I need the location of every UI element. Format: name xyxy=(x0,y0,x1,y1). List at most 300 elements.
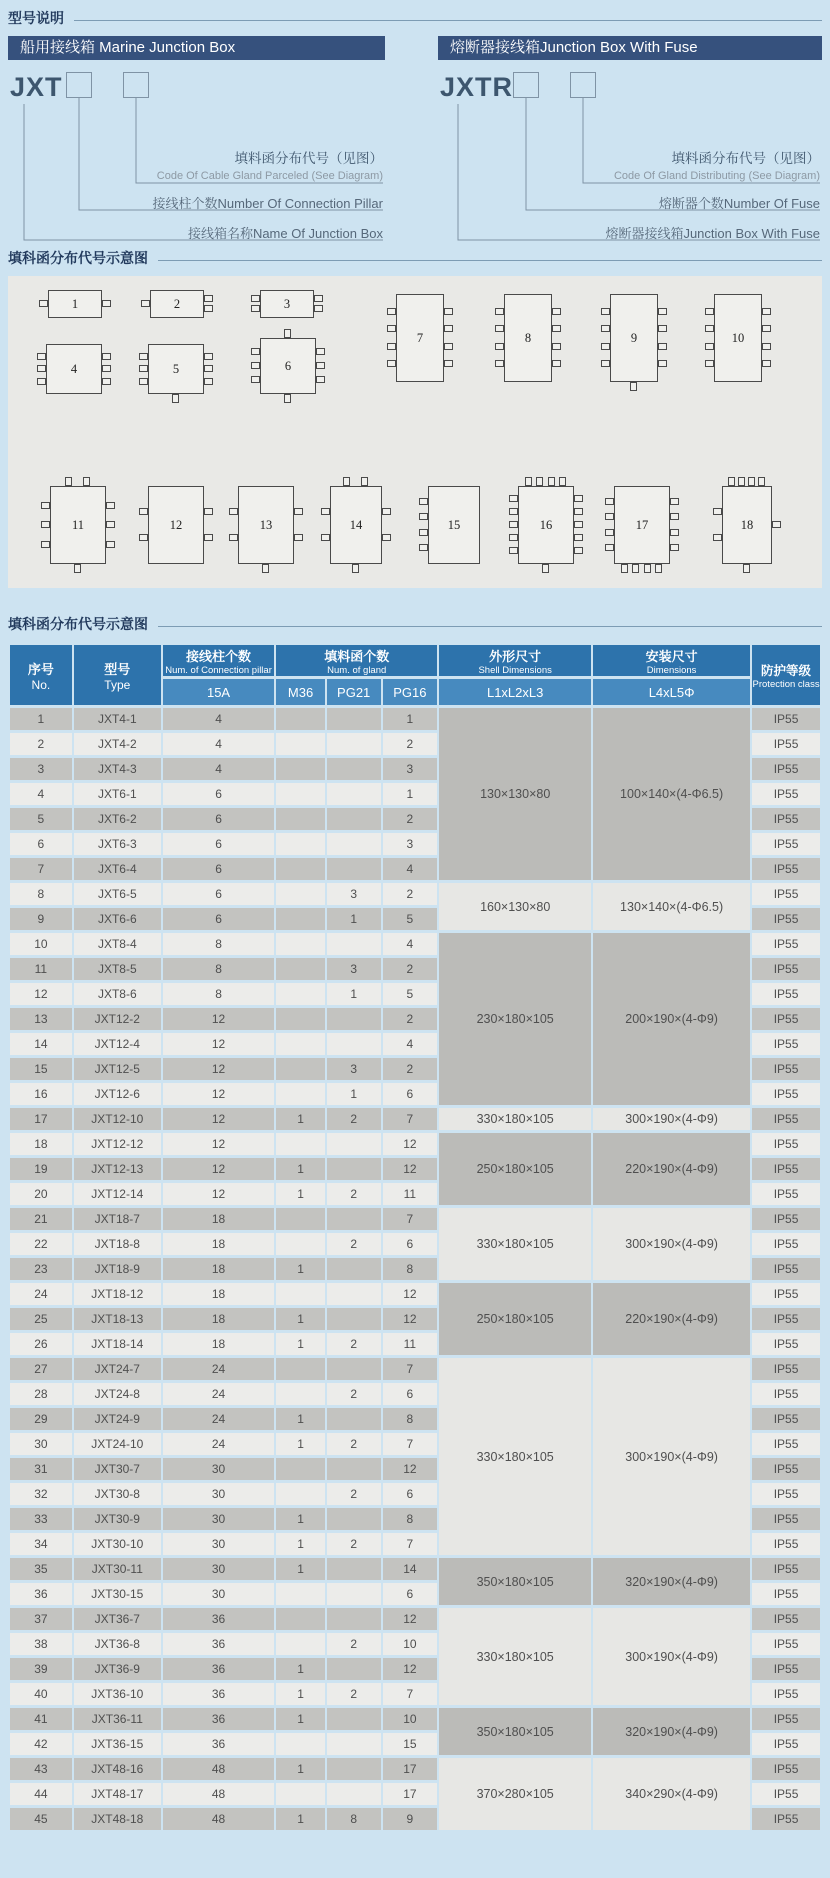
cell-protection: IP55 xyxy=(752,1133,820,1155)
cell-protection: IP55 xyxy=(752,958,820,980)
gland-stub xyxy=(316,362,325,369)
jxt-code-box-2 xyxy=(123,72,149,98)
gland-code-label-zh: 填料函分布代号（见图） xyxy=(234,151,383,166)
cell-no: 26 xyxy=(10,1333,72,1355)
cell-pg21: 8 xyxy=(327,1808,381,1830)
cell-pg21 xyxy=(327,783,381,805)
cell-protection: IP55 xyxy=(752,1008,820,1030)
cell-pg16: 7 xyxy=(383,1683,438,1705)
cell-no: 37 xyxy=(10,1608,72,1630)
cell-no: 24 xyxy=(10,1283,72,1305)
cell-pg21: 3 xyxy=(327,883,381,905)
cell-type: JXT12-2 xyxy=(74,1008,161,1030)
gland-stub xyxy=(552,360,561,367)
cell-m36 xyxy=(276,1383,325,1405)
cell-pg21: 1 xyxy=(327,908,381,930)
cell-type: JXT18-14 xyxy=(74,1333,161,1355)
gland-stub xyxy=(141,300,150,307)
cell-pg21 xyxy=(327,1658,381,1680)
gland-layout-diagram-8 xyxy=(504,294,552,382)
cell-mount-dim: 220×190×(4-Φ9) xyxy=(593,1133,750,1205)
gland-stub xyxy=(574,521,583,528)
gland-stub xyxy=(509,521,518,528)
cell-protection: IP55 xyxy=(752,1283,820,1305)
gland-stub xyxy=(172,394,179,403)
gland-stub xyxy=(444,360,453,367)
cell-type: JXT36-11 xyxy=(74,1708,161,1730)
jxtr-code-text: JXTR xyxy=(440,72,514,102)
cell-pg21 xyxy=(327,1708,381,1730)
cell-m36 xyxy=(276,783,325,805)
gland-stub xyxy=(314,295,323,302)
cell-protection: IP55 xyxy=(752,1033,820,1055)
cell-no: 29 xyxy=(10,1408,72,1430)
cell-pg16: 12 xyxy=(383,1458,438,1480)
jxtr-model-code-diagram xyxy=(438,60,822,245)
cell-mount-dim: 320×190×(4-Φ9) xyxy=(593,1558,750,1605)
gland-stub xyxy=(601,308,610,315)
cell-no: 45 xyxy=(10,1808,72,1830)
gland-stub xyxy=(658,343,667,350)
gland-stub xyxy=(509,547,518,554)
cell-m36 xyxy=(276,1483,325,1505)
cell-no: 21 xyxy=(10,1208,72,1230)
diagram-number: 16 xyxy=(539,517,553,532)
cell-15a: 18 xyxy=(163,1283,274,1305)
cell-protection: IP55 xyxy=(752,733,820,755)
cell-no: 35 xyxy=(10,1558,72,1580)
cell-mount-dim: 340×290×(4-Φ9) xyxy=(593,1758,750,1830)
gland-stub xyxy=(762,308,771,315)
fuse-count-label: 熔断器个数Number Of Fuse xyxy=(658,196,820,211)
gland-stub xyxy=(251,348,260,355)
cell-m36: 1 xyxy=(276,1758,325,1780)
jxt-code-text: JXT xyxy=(10,72,63,102)
gland-stub xyxy=(548,477,555,486)
subheader-15a: 15A xyxy=(163,679,274,705)
cell-no: 28 xyxy=(10,1383,72,1405)
cell-pg21 xyxy=(327,1608,381,1630)
gland-stub xyxy=(419,544,428,551)
cell-type: JXT24-10 xyxy=(74,1433,161,1455)
cell-pg21: 2 xyxy=(327,1233,381,1255)
cell-pg21 xyxy=(327,1308,381,1330)
gland-stub xyxy=(102,378,111,385)
cell-type: JXT18-9 xyxy=(74,1258,161,1280)
gland-stub xyxy=(139,378,148,385)
section-title-text: 填科函分布代号示意图 xyxy=(8,250,148,266)
gland-layout-diagram-4 xyxy=(46,344,102,394)
cell-protection: IP55 xyxy=(752,1408,820,1430)
cell-pg16: 11 xyxy=(383,1183,438,1205)
cell-15a: 30 xyxy=(163,1533,274,1555)
cell-m36 xyxy=(276,1033,325,1055)
cell-pg21 xyxy=(327,1783,381,1805)
cell-shell-dim: 330×180×105 xyxy=(439,1608,591,1705)
cell-no: 31 xyxy=(10,1458,72,1480)
cell-pg16: 15 xyxy=(383,1733,438,1755)
cell-m36 xyxy=(276,1283,325,1305)
table-row xyxy=(10,933,820,955)
title-rule xyxy=(158,626,822,627)
gland-stub xyxy=(41,521,50,528)
cell-15a: 36 xyxy=(163,1658,274,1680)
cell-pg16: 2 xyxy=(383,1058,438,1080)
subheader-m36: M36 xyxy=(276,679,325,705)
gland-stub xyxy=(495,343,504,350)
gland-stub xyxy=(444,343,453,350)
cell-pg21: 3 xyxy=(327,958,381,980)
cell-protection: IP55 xyxy=(752,1758,820,1780)
cell-type: JXT12-6 xyxy=(74,1083,161,1105)
cell-m36 xyxy=(276,708,325,730)
gland-stub xyxy=(382,508,391,515)
cell-pg16: 7 xyxy=(383,1533,438,1555)
cell-pg21: 2 xyxy=(327,1108,381,1130)
table-row xyxy=(10,1133,820,1155)
cell-type: JXT36-7 xyxy=(74,1608,161,1630)
cell-protection: IP55 xyxy=(752,1208,820,1230)
cell-shell-dim: 230×180×105 xyxy=(439,933,591,1105)
cell-pg21: 2 xyxy=(327,1683,381,1705)
cell-pg16: 7 xyxy=(383,1108,438,1130)
cell-protection: IP55 xyxy=(752,1483,820,1505)
cell-type: JXT30-8 xyxy=(74,1483,161,1505)
gland-stub xyxy=(419,513,428,520)
cell-type: JXT18-13 xyxy=(74,1308,161,1330)
gland-stub xyxy=(102,365,111,372)
cell-type: JXT12-14 xyxy=(74,1183,161,1205)
cell-15a: 30 xyxy=(163,1458,274,1480)
cell-pg21: 3 xyxy=(327,1058,381,1080)
cell-type: JXT30-15 xyxy=(74,1583,161,1605)
subheader-l1l2l3: L1xL2xL3 xyxy=(439,679,591,705)
cell-15a: 18 xyxy=(163,1333,274,1355)
diagram-section-title xyxy=(8,248,822,268)
cell-m36 xyxy=(276,908,325,930)
gland-stub xyxy=(670,529,679,536)
diagram-number: 5 xyxy=(172,361,180,376)
gland-stub xyxy=(316,348,325,355)
gland-stub xyxy=(670,513,679,520)
cell-m36: 1 xyxy=(276,1708,325,1730)
gland-stub xyxy=(762,343,771,350)
cell-shell-dim: 250×180×105 xyxy=(439,1283,591,1355)
cell-pg21 xyxy=(327,1558,381,1580)
cell-pg16: 8 xyxy=(383,1508,438,1530)
cell-15a: 12 xyxy=(163,1133,274,1155)
cell-mount-dim: 100×140×(4-Φ6.5) xyxy=(593,708,750,880)
cell-no: 39 xyxy=(10,1658,72,1680)
cell-15a: 8 xyxy=(163,933,274,955)
gland-stub xyxy=(39,300,48,307)
cell-pg16: 17 xyxy=(383,1758,438,1780)
cell-protection: IP55 xyxy=(752,1158,820,1180)
cell-m36 xyxy=(276,1783,325,1805)
gland-layout-diagram-3 xyxy=(260,290,314,318)
cell-pg16: 14 xyxy=(383,1558,438,1580)
gland-layout-diagram-7 xyxy=(396,294,444,382)
gland-stub xyxy=(705,343,714,350)
cell-15a: 24 xyxy=(163,1433,274,1455)
cell-pg21 xyxy=(327,1458,381,1480)
cell-mount-dim: 220×190×(4-Φ9) xyxy=(593,1283,750,1355)
gland-layout-diagram-9 xyxy=(610,294,658,382)
gland-stub xyxy=(316,376,325,383)
gland-stub xyxy=(552,325,561,332)
cell-pg21: 2 xyxy=(327,1433,381,1455)
table-row xyxy=(10,883,820,905)
cell-15a: 36 xyxy=(163,1733,274,1755)
gland-stub xyxy=(495,308,504,315)
cell-m36 xyxy=(276,1133,325,1155)
cell-15a: 30 xyxy=(163,1583,274,1605)
cell-m36 xyxy=(276,883,325,905)
jxtr-code-box-1 xyxy=(513,72,539,98)
gland-stub xyxy=(525,477,532,486)
cell-pg16: 17 xyxy=(383,1783,438,1805)
cell-15a: 6 xyxy=(163,858,274,880)
cell-pg21 xyxy=(327,1733,381,1755)
cell-pg21: 1 xyxy=(327,983,381,1005)
cell-pg16: 6 xyxy=(383,1233,438,1255)
jxt-model-code-diagram xyxy=(8,60,385,245)
cell-15a: 18 xyxy=(163,1233,274,1255)
gland-stub xyxy=(106,502,115,509)
cell-15a: 4 xyxy=(163,733,274,755)
cell-protection: IP55 xyxy=(752,1383,820,1405)
gland-stub xyxy=(343,477,350,486)
cell-pg16: 5 xyxy=(383,908,438,930)
cell-m36 xyxy=(276,858,325,880)
col-header-pillar: 接线柱个数 Num. of Connection pillar xyxy=(163,645,274,676)
table-row xyxy=(10,1708,820,1730)
gland-stub xyxy=(284,329,291,338)
cell-pg21 xyxy=(327,1283,381,1305)
gland-stub xyxy=(658,308,667,315)
cell-no: 34 xyxy=(10,1533,72,1555)
diagram-number: 1 xyxy=(71,296,79,311)
cell-pg16: 12 xyxy=(383,1308,438,1330)
gland-layout-diagram-10 xyxy=(714,294,762,382)
gland-layout-diagram-12 xyxy=(148,486,204,564)
cell-protection: IP55 xyxy=(752,758,820,780)
cell-m36 xyxy=(276,1633,325,1655)
gland-stub xyxy=(294,534,303,541)
gland-stub xyxy=(387,325,396,332)
cell-pg21: 2 xyxy=(327,1183,381,1205)
cell-no: 14 xyxy=(10,1033,72,1055)
cell-m36 xyxy=(276,1058,325,1080)
cell-m36: 1 xyxy=(276,1108,325,1130)
cell-no: 5 xyxy=(10,808,72,830)
cell-protection: IP55 xyxy=(752,1233,820,1255)
gland-stub xyxy=(670,498,679,505)
cell-protection: IP55 xyxy=(752,1458,820,1480)
cell-no: 16 xyxy=(10,1083,72,1105)
cell-pg21 xyxy=(327,833,381,855)
spec-table-section xyxy=(8,614,822,1833)
gland-stub xyxy=(748,477,755,486)
cell-no: 40 xyxy=(10,1683,72,1705)
table-row xyxy=(10,1358,820,1380)
gland-stub xyxy=(321,508,330,515)
cell-15a: 48 xyxy=(163,1783,274,1805)
gland-code-label-zh: 填料函分布代号（见图） xyxy=(671,151,820,166)
diagram-number: 14 xyxy=(349,517,363,532)
cell-no: 41 xyxy=(10,1708,72,1730)
cell-no: 27 xyxy=(10,1358,72,1380)
cell-pg16: 12 xyxy=(383,1158,438,1180)
cell-pg16: 12 xyxy=(383,1658,438,1680)
cell-15a: 4 xyxy=(163,758,274,780)
cell-mount-dim: 300×190×(4-Φ9) xyxy=(593,1208,750,1280)
cell-type: JXT48-16 xyxy=(74,1758,161,1780)
gland-stub xyxy=(552,343,561,350)
gland-stub xyxy=(509,495,518,502)
gland-stub xyxy=(382,534,391,541)
section-title-text: 型号说明 xyxy=(8,10,64,26)
cell-pg16: 7 xyxy=(383,1358,438,1380)
cell-type: JXT18-7 xyxy=(74,1208,161,1230)
gland-stub xyxy=(658,360,667,367)
diagram-number: 8 xyxy=(524,330,532,345)
cell-mount-dim: 200×190×(4-Φ9) xyxy=(593,933,750,1105)
gland-stub xyxy=(321,534,330,541)
cell-m36 xyxy=(276,833,325,855)
cell-pg21 xyxy=(327,1033,381,1055)
cell-15a: 6 xyxy=(163,883,274,905)
gland-stub xyxy=(713,508,722,515)
cell-pg21 xyxy=(327,1758,381,1780)
cell-shell-dim: 370×280×105 xyxy=(439,1758,591,1830)
table-row xyxy=(10,1283,820,1305)
cell-15a: 24 xyxy=(163,1358,274,1380)
gland-stub xyxy=(204,378,213,385)
subheader-pg21: PG21 xyxy=(327,679,381,705)
cell-no: 7 xyxy=(10,858,72,880)
cell-pg16: 10 xyxy=(383,1633,438,1655)
gland-stub xyxy=(670,544,679,551)
cell-15a: 18 xyxy=(163,1208,274,1230)
col-header-mount: 安装尺寸 Dimensions xyxy=(593,645,750,676)
cell-15a: 4 xyxy=(163,708,274,730)
cell-m36: 1 xyxy=(276,1158,325,1180)
cell-type: JXT4-2 xyxy=(74,733,161,755)
cell-protection: IP55 xyxy=(752,1308,820,1330)
cell-pg21: 2 xyxy=(327,1533,381,1555)
cell-no: 18 xyxy=(10,1133,72,1155)
cell-m36: 1 xyxy=(276,1183,325,1205)
cell-protection: IP55 xyxy=(752,1433,820,1455)
gland-layout-diagram-5 xyxy=(148,344,204,394)
cell-m36 xyxy=(276,1208,325,1230)
cell-pg16: 6 xyxy=(383,1083,438,1105)
cell-protection: IP55 xyxy=(752,1358,820,1380)
cell-pg16: 11 xyxy=(383,1333,438,1355)
cell-no: 33 xyxy=(10,1508,72,1530)
cell-no: 43 xyxy=(10,1758,72,1780)
diagram-number: 7 xyxy=(416,330,424,345)
gland-layout-diagram-13 xyxy=(238,486,294,564)
table-section-title xyxy=(8,614,822,634)
diagram-number: 17 xyxy=(635,517,649,532)
cell-m36: 1 xyxy=(276,1508,325,1530)
cell-no: 38 xyxy=(10,1633,72,1655)
gland-stub xyxy=(621,564,628,573)
col-header-protection: 防护等级 Protection class xyxy=(752,645,820,705)
cell-type: JXT8-5 xyxy=(74,958,161,980)
title-rule xyxy=(74,20,822,21)
gland-stub xyxy=(284,394,291,403)
gland-stub xyxy=(509,508,518,515)
cell-type: JXT36-10 xyxy=(74,1683,161,1705)
box-name-label: 接线箱名称Name Of Junction Box xyxy=(187,226,383,241)
gland-stub xyxy=(574,495,583,502)
cell-pg16: 8 xyxy=(383,1258,438,1280)
diagram-number: 18 xyxy=(740,517,754,532)
cell-15a: 12 xyxy=(163,1083,274,1105)
cell-protection: IP55 xyxy=(752,983,820,1005)
cell-pg16: 10 xyxy=(383,1708,438,1730)
gland-stub xyxy=(705,325,714,332)
cell-protection: IP55 xyxy=(752,1658,820,1680)
cell-no: 20 xyxy=(10,1183,72,1205)
cell-pg16: 7 xyxy=(383,1208,438,1230)
gland-code-label-en: Code Of Gland Distributing (See Diagram) xyxy=(613,170,820,182)
cell-no: 13 xyxy=(10,1008,72,1030)
cell-no: 10 xyxy=(10,933,72,955)
cell-no: 44 xyxy=(10,1783,72,1805)
model-description-section xyxy=(8,8,822,248)
cell-m36 xyxy=(276,958,325,980)
gland-stub xyxy=(294,508,303,515)
cell-pg21 xyxy=(327,1258,381,1280)
cell-type: JXT24-7 xyxy=(74,1358,161,1380)
cell-pg21 xyxy=(327,758,381,780)
cell-15a: 6 xyxy=(163,908,274,930)
gland-stub xyxy=(601,343,610,350)
gland-stub xyxy=(204,534,213,541)
gland-stub xyxy=(41,541,50,548)
gland-stub xyxy=(743,564,750,573)
cell-no: 32 xyxy=(10,1483,72,1505)
gland-stub xyxy=(314,305,323,312)
cell-protection: IP55 xyxy=(752,1808,820,1830)
cell-type: JXT30-7 xyxy=(74,1458,161,1480)
diagram-number: 10 xyxy=(731,330,745,345)
gland-stub xyxy=(102,300,111,307)
cell-m36 xyxy=(276,808,325,830)
jxt-code-box-1 xyxy=(66,72,92,98)
gland-stub xyxy=(758,477,765,486)
gland-stub xyxy=(705,360,714,367)
cell-15a: 6 xyxy=(163,808,274,830)
gland-stub xyxy=(772,521,781,528)
gland-stub xyxy=(605,513,614,520)
cell-protection: IP55 xyxy=(752,1633,820,1655)
cell-15a: 12 xyxy=(163,1033,274,1055)
cell-mount-dim: 320×190×(4-Φ9) xyxy=(593,1708,750,1755)
col-header-shell: 外形尺寸 Shell Dimensions xyxy=(439,645,591,676)
cell-pg21 xyxy=(327,1508,381,1530)
gland-stub xyxy=(139,353,148,360)
cell-protection: IP55 xyxy=(752,1508,820,1530)
gland-stub xyxy=(644,564,651,573)
cell-no: 22 xyxy=(10,1233,72,1255)
gland-stub xyxy=(509,534,518,541)
cell-15a: 36 xyxy=(163,1683,274,1705)
